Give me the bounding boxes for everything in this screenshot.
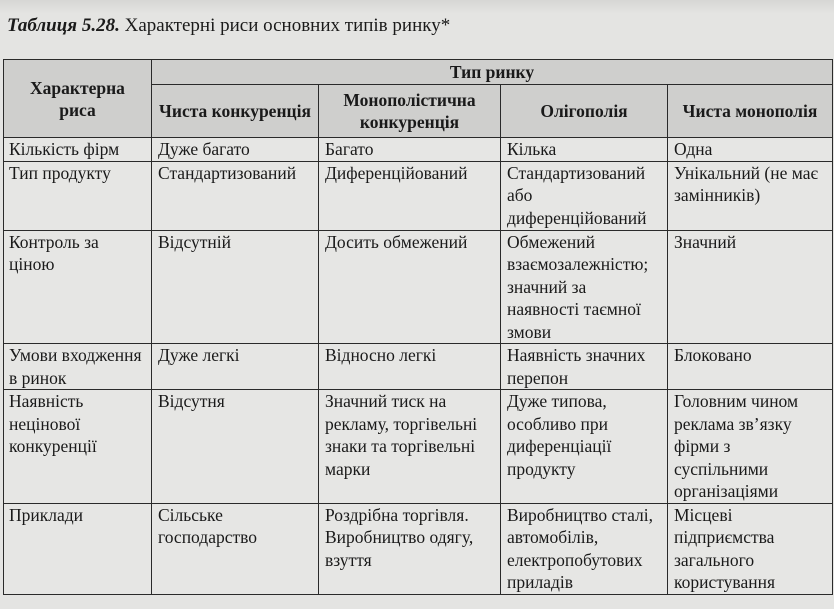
table-cell: Стандартизований або диференційований [501,161,668,230]
table-cell: Одна [668,138,833,162]
table-cell: Диференційований [319,161,501,230]
header-oligopoly: Олігополія [501,85,668,138]
table-cell: Кілька [501,138,668,162]
table-cell: Дуже багато [152,138,319,162]
table-cell: Стандартизований [152,161,319,230]
row-feature: Приклади [4,503,152,594]
table-row [4,503,833,594]
table-caption [7,14,450,38]
table-cell: Багато [319,138,501,162]
header-monopolistic-competition: Монополістична конкуренція [319,85,501,138]
table-row [4,344,833,390]
table-cell: Сільське господарство [152,503,319,594]
table-cell: Унікальний (не має замінників) [668,161,833,230]
table-cell: Відсутній [152,230,319,344]
table-cell: Обмежений взаємозалежністю; значний за наявності таємної змови [501,230,668,344]
table-row [4,230,833,344]
table-cell: Головним чином реклама зв’язку фірми з суспільними організаціями [668,390,833,504]
table-cell: Відсутня [152,390,319,504]
table-cell: Роздрібна торгівля. Виробництво одягу, взуття [319,503,501,594]
row-feature: Контроль за ціною [4,230,152,344]
table-row [4,138,833,162]
table-cell: Місцеві підприємства загального користування [668,503,833,594]
table-row [4,390,833,504]
table-cell: Значний тиск на рекламу, торгівельні знаки та торгівельні марки [319,390,501,504]
row-feature: Тип продукту [4,161,152,230]
table-cell: Наявність значних перепон [501,344,668,390]
caption-label: Таблиця 5.28. [7,15,120,36]
market-types-table [3,59,833,595]
header-market-type: Тип ринку [152,60,833,85]
caption-text: Характерні риси основних типів ринку* [124,15,451,36]
row-feature: Кількість фірм [4,138,152,162]
table-cell: Досить обмежений [319,230,501,344]
table-row [4,161,833,230]
table-cell: Блоковано [668,344,833,390]
row-feature: Умови входження в ринок [4,344,152,390]
header-feature: Характерна риса [4,60,152,138]
row-feature: Наявність нецінової конкуренції [4,390,152,504]
header-pure-monopoly: Чиста монополія [668,85,833,138]
table-cell: Значний [668,230,833,344]
page-top-edge [0,0,834,14]
table-header [4,60,833,138]
table-cell: Дуже типова, особливо при диференціації продукту [501,390,668,504]
table-cell: Дуже легкі [152,344,319,390]
table-cell: Відносно легкі [319,344,501,390]
table-body [4,138,833,595]
header-pure-competition: Чиста конкуренція [152,85,319,138]
table-cell: Виробництво сталі, автомобілів, електропобутових приладів [501,503,668,594]
